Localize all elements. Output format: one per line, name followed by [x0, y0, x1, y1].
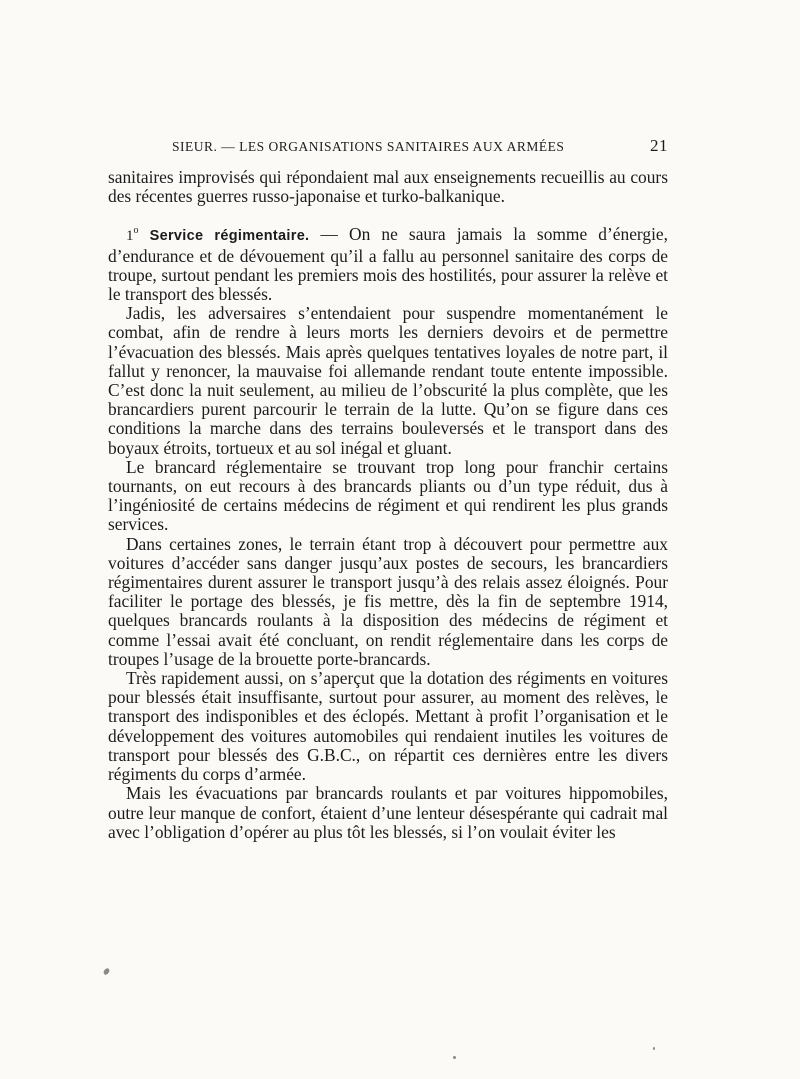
section-title: Service régimentaire.: [149, 228, 310, 245]
page-number: 21: [650, 136, 668, 155]
section-number: 1: [126, 228, 134, 245]
running-title: SIEUR. — LES ORGANISATIONS SANITAIRES AUX ARMÉES: [172, 139, 565, 154]
section-paragraph: [108, 225, 668, 304]
paper-speck: [102, 967, 110, 976]
paragraph: Mais les évacuations par brancards roulants et par voitures hippomobiles, outre leur manque de confort, étaient d’une lenteur désespérante qui cadrait mal avec l’obligation d’opérer au plus tôt les blessés, si l’on voulait éviter les: [108, 783, 668, 842]
section-text: — On ne saura jamais la somme d’énergie, d’endurance et de dévouement qu’il a fallu au personnel sanitaire des corps de troupe, surtout pendant les premiers mois des hostilités, pour assurer la relève et le transport des blessés.: [108, 224, 668, 305]
paper-speck: [653, 1047, 655, 1050]
paragraph: Le brancard réglementaire se trouvant trop long pour franchir certains tournants, on eut recours à des brancards pliants ou d’un type réduit, dus à l’ingéniosité de certains médecins de régiment et qui rendirent les plus grands services.: [108, 456, 668, 535]
body-text: [108, 168, 668, 842]
paragraph: Jadis, les adversaires s’entendaient pour suspendre momentanément le combat, afin de rendre à leurs morts les derniers devoirs et de permettre l’évacuation des blessés. Mais après quelques tentatives loyales de notre part, il fallut y renoncer, la mauvaise foi allemande rendant toute entente impossible. C’est donc la nuit seulement, au milieu de l’obscurité la plus complète, que les brancardiers purent parcourir le terrain de la lutte. Qu’on se figure dans ces conditions la marche dans des terrains bouleversés et le transport dans des boyaux étroits, tortueux et au sol inégal et gluant.: [108, 303, 668, 458]
running-header: [108, 136, 668, 158]
paragraph: Dans certaines zones, le terrain étant trop à découvert pour permettre aux voitures d’accéder sans danger jusqu’aux postes de secours, les brancardiers régimentaires durent assurer le transport jusqu’à des relais assez éloignés. Pour faciliter le portage des blessés, je fis mettre, dès la fin de septembre 1914, quelques brancards roulants à la disposition des médecins de régiment et comme l’essai avait été concluant, on rendit réglementaire dans les corps de troupes l’usage de la brouette porte-brancards.: [108, 533, 668, 669]
paragraph: Très rapidement aussi, on s’aperçut que la dotation des régiments en voitures pour blessés était insuffisante, surtout pour assurer, au moment des relèves, le transport des indisponibles et des éclopés. Mettant à profit l’organisation et le développement des voitures automobiles qui rendaient inutiles les voitures de transport pour blessés des G.B.C., on répartit ces dernières entre les divers régiments du corps d’armée.: [108, 668, 668, 785]
section-number-superscript: o: [133, 225, 139, 237]
paper-speck: [453, 1056, 456, 1059]
paragraph-continuation: sanitaires improvisés qui répondaient mal aux enseignements recueillis au cours des récentes guerres russo-japonaise et turko-balkanique.: [108, 167, 668, 207]
